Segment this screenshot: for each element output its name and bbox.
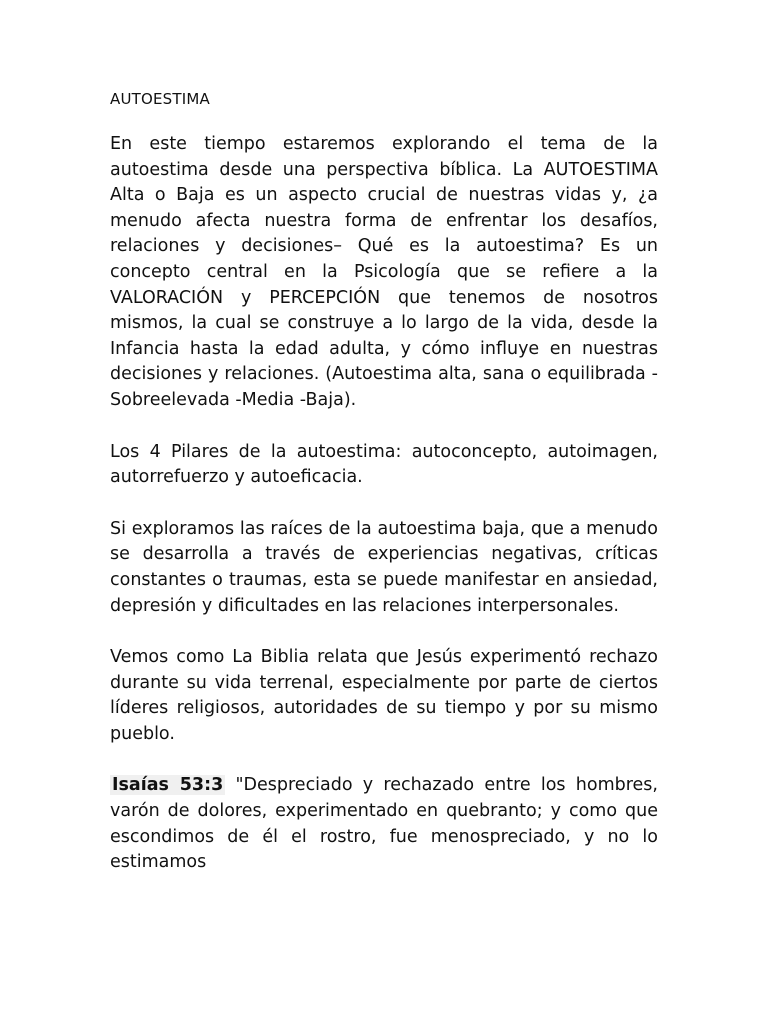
document-page [110, 86, 658, 902]
paragraph-pillars: Los 4 Pilares de la autoestima: autoconcepto, autoimagen, autorrefuerzo y autoeficacia. [110, 441, 658, 488]
verse-text: "Despreciado y rechazado entre los hombres, varón de dolores, experimentado en quebranto; y como que escondimos de él el rostro, fue menospreciado, y no lo estimamos [110, 775, 658, 873]
paragraph-roots: Si exploramos las raíces de la autoestima baja, que a menudo se desarrolla a través de experiencias negativas, críticas constantes o traumas, esta se puede manifestar en ansiedad, depresión y dificultades en las relaciones interpersonales. [110, 518, 658, 616]
verse-reference: Isaías 53:3 [112, 775, 224, 796]
paragraph-jesus-rejection: Vemos como La Biblia relata que Jesús experimentó rechazo durante su vida terrenal, especialmente por parte de ciertos líderes religiosos, autoridades de su tiempo y por su mismo pueblo. [110, 647, 658, 744]
verse-paragraph [110, 773, 658, 875]
paragraph-intro: En este tiempo estaremos explorando el tema de la autoestima desde una perspectiva bíblica. La AUTOESTIMA Alta o Baja es un aspecto crucial de nuestras vidas y, ¿a menudo afecta nuestra forma de enfrentar los desafíos, relaciones y decisiones– Qué es la autoestima? Es un concepto central en la Psicología que se refiere a la VALORACIÓN y PERCEPCIÓN que tenemos de nosotros mismos, la cual se construye a lo largo de la vida, desde la Infancia hasta la edad adulta, y cómo influye en nuestras decisiones y relaciones. (Autoestima alta, sana o equilibrada -Sobreelevada -Media -Baja). [110, 134, 658, 410]
document-title: AUTOESTIMA [110, 90, 210, 108]
